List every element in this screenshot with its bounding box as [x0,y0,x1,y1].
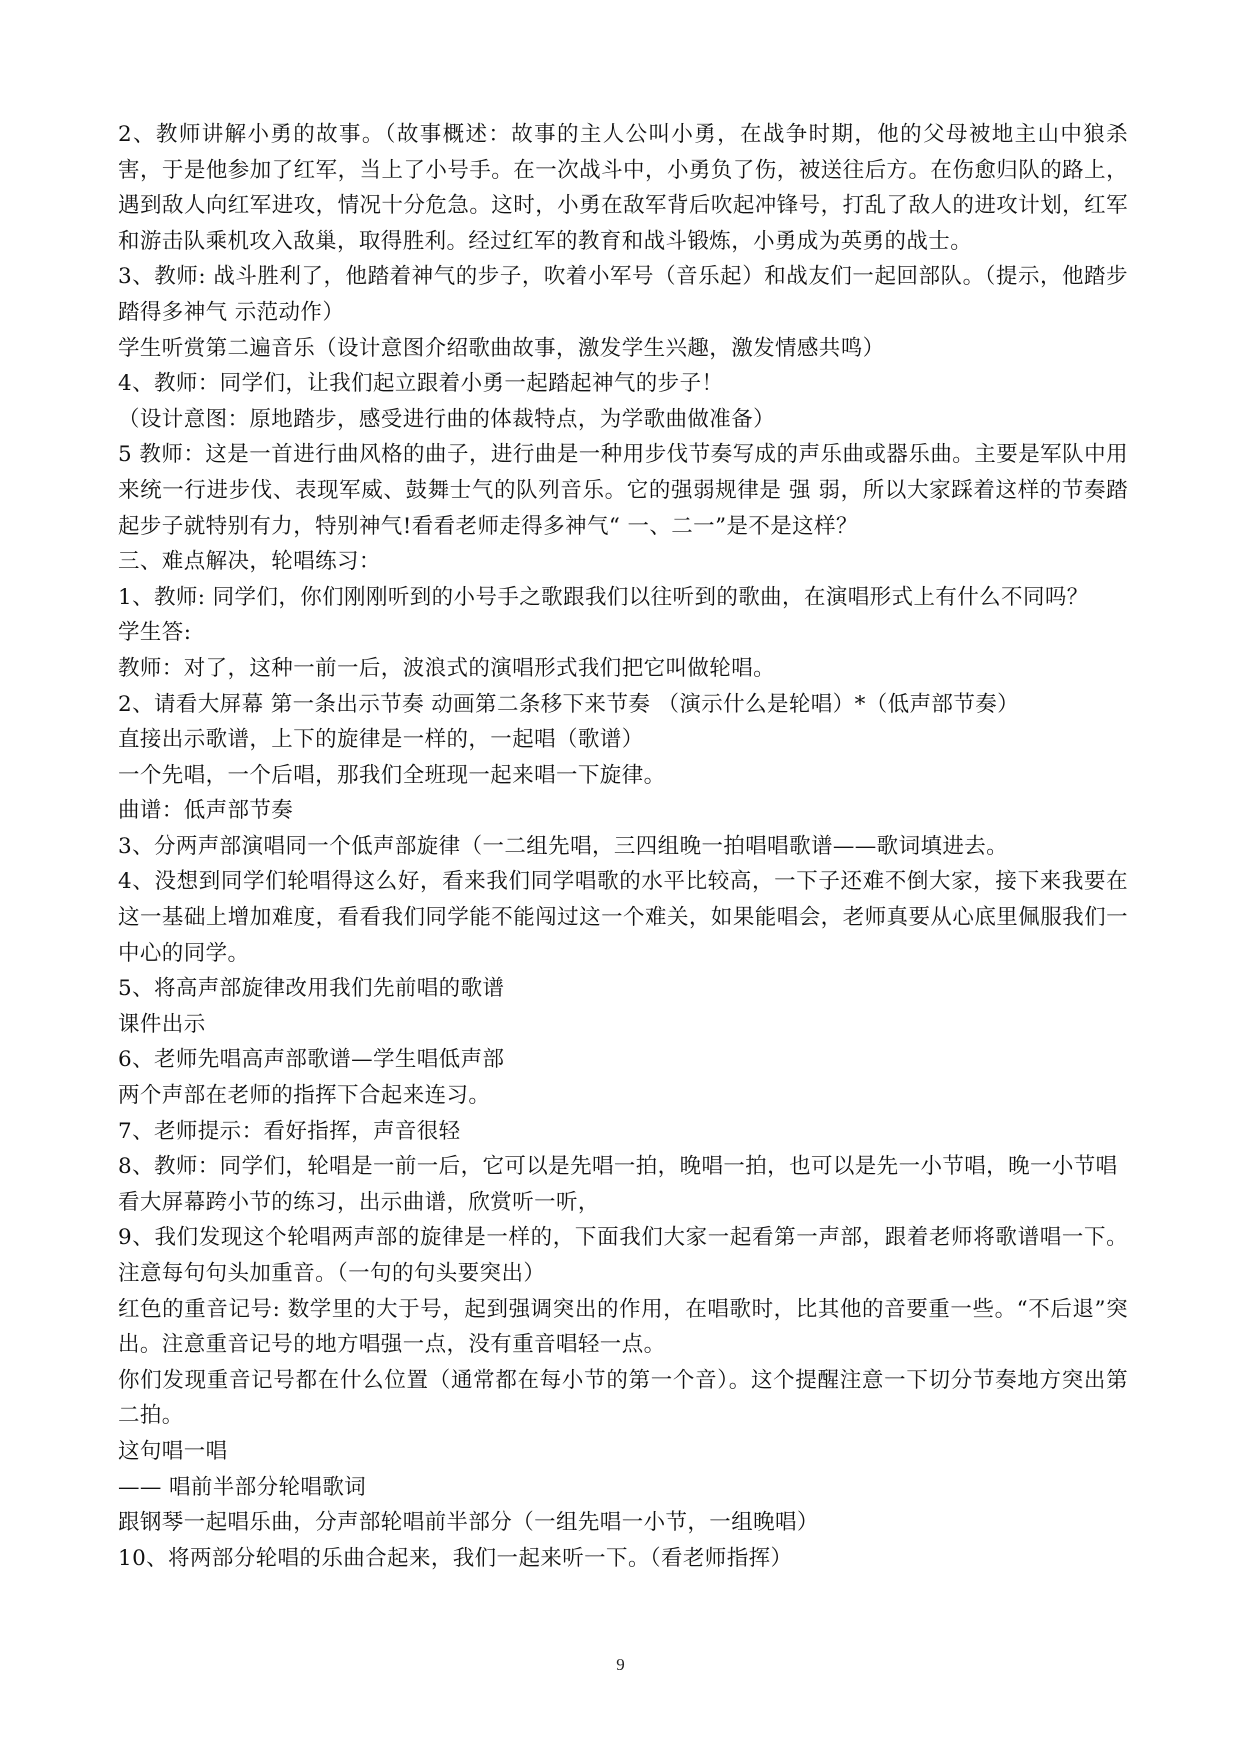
paragraph: 直接出示歌谱，上下的旋律是一样的，一起唱（歌谱） [118,727,644,753]
paragraph: 3、分两声部演唱同一个低声部旋律（一二组先唱，三四组晚一拍唱唱歌谱——歌词填进去。 [118,833,1009,859]
paragraph: 4、教师：同学们，让我们起立跟着小勇一起踏起神气的步子！ [118,371,724,397]
paragraph: 9、我们发现这个轮唱两声部的旋律是一样的，下面我们大家一起看第一声部，跟着老师将歌谱唱一下。注意每句句头加重音。（一句的句头要突出） [118,1225,1128,1286]
paragraph: 5 教师：这是一首进行曲风格的曲子，进行曲是一种用步伐节奏写成的声乐曲或器乐曲。主要是军队中用来统一行进步伐、表现军威、鼓舞士气的队列音乐。它的强弱规律是 强 弱，所以大家踩着这样的节奏踏起步子就特别有力，特别神气!看看老师走得多神气“ 一、二一”是不是这样？ [118,442,1128,539]
paragraph: 曲谱：低声部节奏 [118,798,294,824]
paragraph: 两个声部在老师的指挥下合起来连习。 [118,1083,491,1109]
paragraph: 2、请看大屏幕 第一条出示节奏 动画第二条移下来节奏 （演示什么是轮唱）*（低声部节奏） [118,691,1020,717]
paragraph: 6、老师先唱高声部歌谱—学生唱低声部 [118,1047,505,1073]
paragraph: 教师：对了，这种一前一后，波浪式的演唱形式我们把它叫做轮唱。 [118,655,776,681]
paragraph: 这句唱一唱 [118,1438,228,1464]
paragraph: 7、老师提示：看好指挥，声音很轻 [118,1118,461,1144]
section-heading: 三、难点解决，轮唱练习： [118,549,381,575]
paragraph: 学生听赏第二遍音乐（设计意图介绍歌曲故事，激发学生兴趣，激发情感共鸣） [118,335,885,361]
paragraph: 一个先唱，一个后唱，那我们全班现一起来唱一下旋律。 [118,762,666,788]
paragraph: 学生答: [118,620,192,646]
paragraph: （设计意图：原地踏步，感受进行曲的体裁特点，为学歌曲做准备） [118,406,776,432]
paragraph: 你们发现重音记号都在什么位置（通常都在每小节的第一个音）。这个提醒注意一下切分节奏地方突出第二拍。 [118,1367,1128,1429]
paragraph: 课件出示 [118,1011,206,1037]
page-number: 9 [616,1655,625,1674]
paragraph: 1、教师: 同学们，你们刚刚听到的小号手之歌跟我们以往听到的歌曲，在演唱形式上有什么不同吗？ [118,584,1089,610]
paragraph: 3、教师: 战斗胜利了，他踏着神气的步子，吹着小军号（音乐起）和战友们一起回部队。（提示，他踏步踏得多神气 示范动作） [118,264,1128,325]
paragraph: —— 唱前半部分轮唱歌词 [118,1474,367,1500]
paragraph: 红色的重音记号: 数学里的大于号，起到强调突出的作用，在唱歌时，比其他的音要重一些。“不后退”突出。注意重音记号的地方唱强一点，没有重音唱轻一点。 [118,1296,1128,1358]
document-body [118,117,1128,1576]
paragraph: 2、教师讲解小勇的故事。（故事概述：故事的主人公叫小勇，在战争时期，他的父母被地主山中狼杀害，于是他参加了红军，当上了小号手。在一次战斗中，小勇负了伤，被送往后方。在伤愈归队的路上，遇到敌人向红军进攻，情况十分危急。这时，小勇在敌军背后吹起冲锋号，打乱了敌人的进攻计划，红军和游击队乘机攻入敌巢，取得胜利。经过红军的教育和战斗锻炼，小勇成为英勇的战士。 [118,122,1128,254]
paragraph: 5、将高声部旋律改用我们先前唱的歌谱 [118,976,505,1002]
paragraph: 8、教师：同学们，轮唱是一前一后，它可以是先唱一拍，晚唱一拍，也可以是先一小节唱，晚一小节唱 [118,1154,1118,1180]
paragraph: 10、将两部分轮唱的乐曲合起来，我们一起来听一下。（看老师指挥） [118,1545,793,1571]
paragraph: 看大屏幕跨小节的练习，出示曲谱，欣赏听一听， [118,1189,600,1215]
paragraph: 4、没想到同学们轮唱得这么好，看来我们同学唱歌的水平比较高，一下子还难不倒大家，接下来我要在这一基础上增加难度，看看我们同学能不能闯过这一个难关，如果能唱会，老师真要从心底里佩服我们一中心的同学。 [118,869,1128,966]
paragraph: 跟钢琴一起唱乐曲，分声部轮唱前半部分（一组先唱一小节，一组晚唱） [118,1510,819,1536]
